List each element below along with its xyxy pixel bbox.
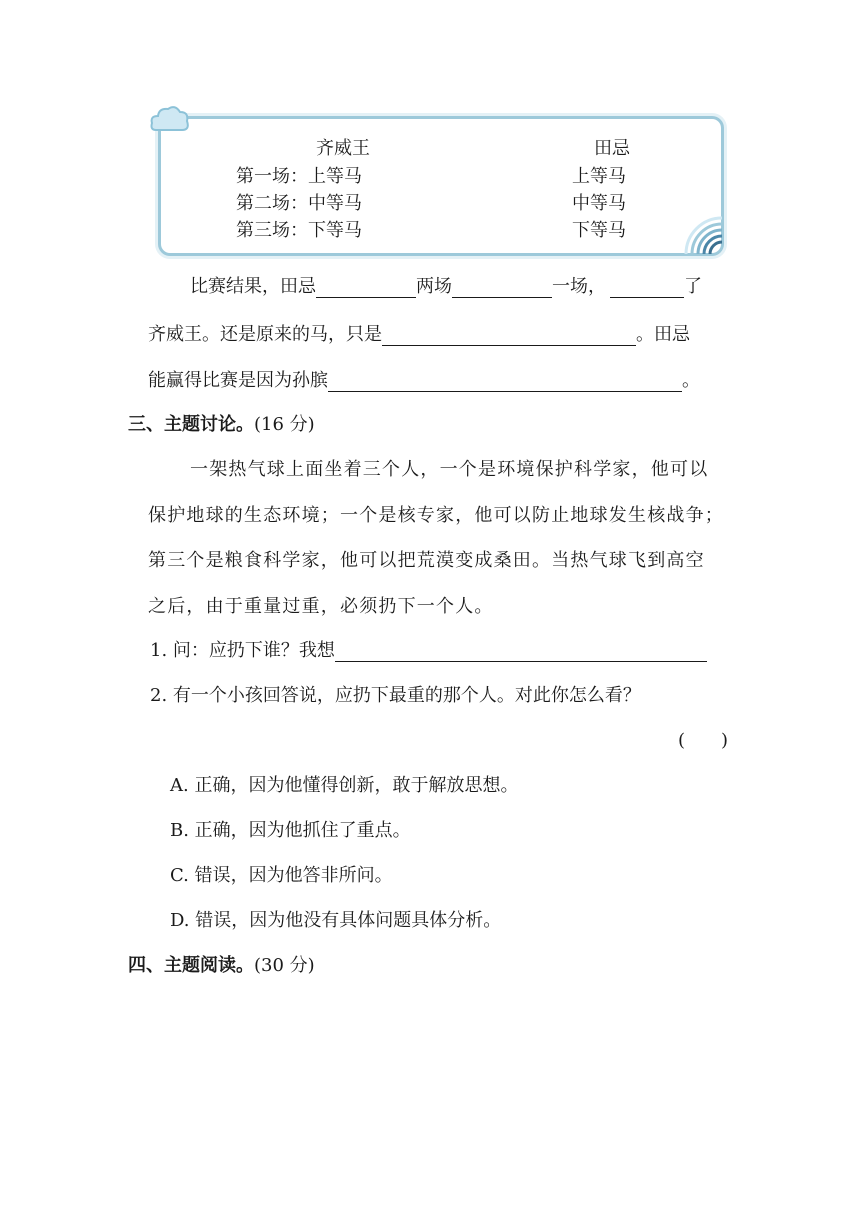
blank-1[interactable] bbox=[316, 277, 416, 298]
row-2-right: 中等马 bbox=[572, 193, 626, 214]
passage-line-4: 之后，由于重量过重，必须扔下一个人。 bbox=[148, 596, 494, 617]
section-3-title: 三、主题讨论。(16 分) bbox=[128, 414, 315, 435]
passage-line-2: 保护地球的生态环境；一个是核专家，他可以防止地球发生核战争； bbox=[148, 505, 724, 526]
row-2-left: 第二场：中等马 bbox=[236, 193, 362, 214]
answer-paren[interactable]: ( ) bbox=[678, 730, 729, 751]
row-1-right: 上等马 bbox=[572, 166, 626, 187]
passage-line-3: 第三个是粮食科学家，他可以把荒漠变成桑田。当热气球飞到高空 bbox=[148, 550, 705, 571]
fill-line-1: 比赛结果，田忌 两场 一场， 了 bbox=[190, 276, 702, 297]
passage-line-1: 一架热气球上面坐着三个人，一个是环境保护科学家，他可以 bbox=[190, 459, 709, 480]
row-1-left: 第一场：上等马 bbox=[236, 166, 362, 187]
row-3-left: 第三场：下等马 bbox=[236, 220, 362, 241]
header-qiweiwang: 齐威王 bbox=[316, 138, 370, 159]
option-a: A. 正确，因为他懂得创新，敢于解放思想。 bbox=[170, 775, 519, 796]
blank-4[interactable] bbox=[382, 325, 636, 346]
option-d: D. 错误，因为他没有具体问题具体分析。 bbox=[170, 910, 502, 931]
answer-blank-q1[interactable] bbox=[335, 641, 707, 662]
blank-3[interactable] bbox=[610, 277, 684, 298]
fill-line-2: 齐威王。还是原来的马，只是 。田忌 bbox=[148, 324, 690, 345]
row-3-right: 下等马 bbox=[572, 220, 626, 241]
cloud-icon bbox=[150, 104, 190, 136]
question-2: 2. 有一个小孩回答说，应扔下最重的那个人。对此你怎么看？ bbox=[150, 685, 641, 706]
blank-2[interactable] bbox=[452, 277, 552, 298]
fill-line-3: 能赢得比赛是因为孙膑 。 bbox=[148, 370, 700, 391]
rainbow-icon bbox=[682, 214, 726, 256]
option-c: C. 错误，因为他答非所问。 bbox=[170, 865, 393, 886]
header-tianji: 田忌 bbox=[594, 138, 630, 159]
blank-5[interactable] bbox=[328, 371, 682, 392]
section-4-title: 四、主题阅读。(30 分) bbox=[128, 955, 315, 976]
question-1: 1. 问：应扔下谁？我想 bbox=[150, 636, 707, 662]
option-b: B. 正确，因为他抓住了重点。 bbox=[170, 820, 411, 841]
